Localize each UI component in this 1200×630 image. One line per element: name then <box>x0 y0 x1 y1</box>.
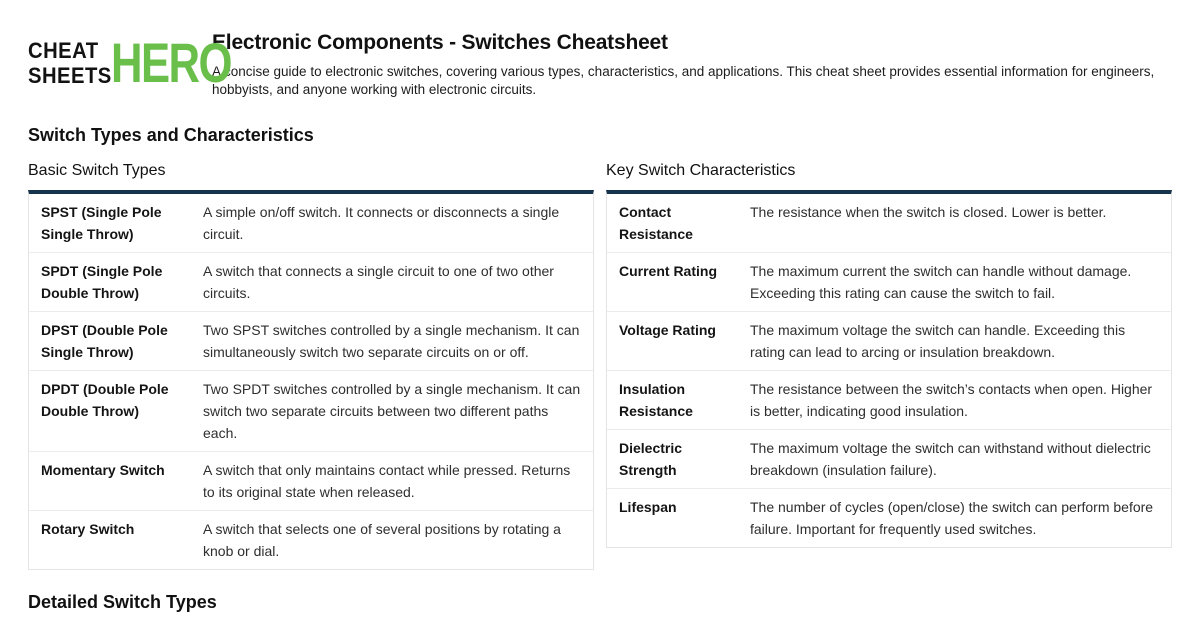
table-row <box>607 253 1171 312</box>
key-switch-characteristics-title: Key Switch Characteristics <box>606 162 796 179</box>
table-row <box>29 452 593 511</box>
section-heading-detailed-switch-types: Detailed Switch Types <box>28 592 217 612</box>
table-row <box>607 194 1171 253</box>
table-row <box>29 371 593 452</box>
term-cell: Dielectric Strength <box>619 440 683 478</box>
logo-hero-text: HERO <box>111 31 231 94</box>
table-row <box>29 511 593 569</box>
table-row <box>607 430 1171 489</box>
definition-cell: The number of cycles (open/close) the switch can perform before failure. Important for frequently used switches. <box>750 499 1154 537</box>
term-cell: DPST (Double Pole Single Throw) <box>41 322 168 360</box>
term-cell: Current Rating <box>619 263 717 279</box>
page-title: Electronic Components - Switches Cheatsheet <box>212 31 668 54</box>
table-row <box>607 489 1171 547</box>
basic-switch-types-title: Basic Switch Types <box>28 162 166 179</box>
table-row <box>607 312 1171 371</box>
definition-cell: A switch that only maintains contact while pressed. Returns to its original state when released. <box>203 462 571 500</box>
term-cell: Rotary Switch <box>41 521 135 537</box>
definition-cell: A simple on/off switch. It connects or disconnects a single circuit. <box>203 204 560 242</box>
section-heading-switch-types: Switch Types and Characteristics <box>28 125 314 145</box>
key-switch-characteristics-table <box>606 190 1172 548</box>
term-cell: SPDT (Single Pole Double Throw) <box>41 263 163 301</box>
title-block <box>212 30 1172 99</box>
logo-cheat-text: CHEAT <box>28 38 99 63</box>
term-cell: Voltage Rating <box>619 322 716 338</box>
tables-container <box>28 161 1172 570</box>
key-switch-characteristics-column <box>606 161 1172 548</box>
basic-switch-types-column <box>28 161 594 570</box>
logo-wordmark <box>28 38 112 88</box>
definition-cell: The resistance between the switch’s contacts when open. Higher is better, indicating good insulation. <box>750 381 1153 419</box>
definition-cell: Two SPDT switches controlled by a single mechanism. It can switch two separate circuits between two different paths each. <box>203 381 581 441</box>
definition-cell: A switch that connects a single circuit to one of two other circuits. <box>203 263 554 301</box>
table-row <box>29 253 593 312</box>
header <box>28 30 1172 99</box>
term-cell: Lifespan <box>619 499 677 515</box>
term-cell: Contact Resistance <box>619 204 693 242</box>
table-row <box>29 194 593 253</box>
logo-sheets-text: SHEETS <box>28 63 112 88</box>
cheatsheetshero-logo <box>28 31 231 94</box>
definition-cell: Two SPST switches controlled by a single mechanism. It can simultaneously switch two separate circuits on or off. <box>203 322 580 360</box>
definition-cell: The maximum voltage the switch can handle. Exceeding this rating can lead to arcing or insulation breakdown. <box>750 322 1126 360</box>
definition-cell: The resistance when the switch is closed. Lower is better. <box>750 204 1107 220</box>
term-cell: DPDT (Double Pole Double Throw) <box>41 381 169 419</box>
definition-cell: The maximum voltage the switch can withstand without dielectric breakdown (insulation failure). <box>750 440 1151 478</box>
table-row <box>607 371 1171 430</box>
definition-cell: A switch that selects one of several positions by rotating a knob or dial. <box>203 521 561 559</box>
page-description: A concise guide to electronic switches, covering various types, characteristics, and applications. This cheat sheet provides essential information for engineers, hobbyists, and anyone working with electronic circuits. <box>212 64 1155 97</box>
term-cell: Momentary Switch <box>41 462 165 478</box>
term-cell: Insulation Resistance <box>619 381 693 419</box>
term-cell: SPST (Single Pole Single Throw) <box>41 204 162 242</box>
definition-cell: The maximum current the switch can handle without damage. Exceeding this rating can cause the switch to fail. <box>750 263 1132 301</box>
table-row <box>29 312 593 371</box>
basic-switch-types-table <box>28 190 594 570</box>
